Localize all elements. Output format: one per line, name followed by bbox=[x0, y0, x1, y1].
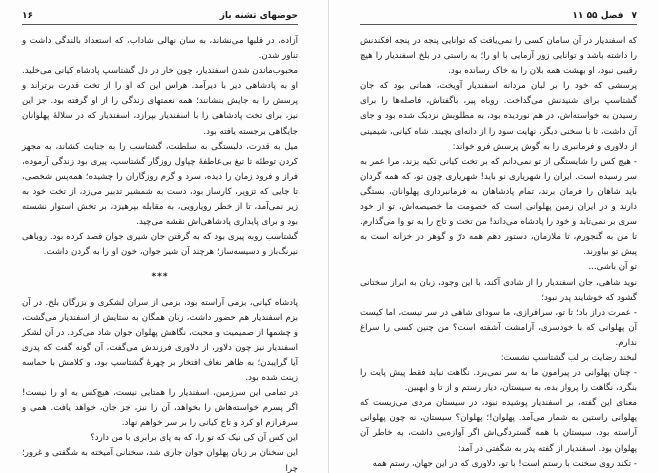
paragraph: گشتاسب روبه پیری بود که به گرفتن جان شیری جوان قصد کرده بود. روباهی نیرنگ‌باز و دسیسه‌ساز؛ هرچند آن شیر جوان، خون او را به گردن داشت. bbox=[22, 232, 298, 258]
paragraph: - عمرت دراز باد؛ تا تو، سرافرازی، ما سودای شاهی در سر نیست، اما کیست آن پهلوانی که با خودسری، آرامشت آشفته است؟ من چنین کسی را سراغ ندارم. bbox=[360, 307, 637, 348]
paragraph: میل به قدرت، دلبستگی به سلطنت، گشتاسب را به جنایت کشاند، به مجهز کردن توطئه تا تیغ بی‌عاطفۀ چپاول روزگار گشتاسپ، پیری بود زندگی آرموده، فراز و فرود زمان را دیده، سرد و گرم روزگاران را چشیده؛ همه‌پس شخصی، تا جایی که تزویر، کارساز بود، دست به شمشیر تدبیر می‌زد، از تخت خود به زیر نمی‌آمد، تا از خطر رویارویی، به مقابله بپرهیزد، بر تخش استوار نشسته بود و برای پایداری پادشاهی‌اش نقشه می‌چید. bbox=[22, 141, 298, 228]
paragraph: در تمامی این سرزمین، اسفندیار را همتایی نیست، هیچ‌کس به او را نیست! اگر پسرم خواسته‌هاش را بخواهد، آن را نیز، جز جان، خواهد یافت. همی و سرفرازم او کرد و تاج کیانی را بر سر خواهم نهاد. bbox=[22, 388, 298, 429]
paragraph: پادشاه کیانی، بزمی آراسته بود، بزمی از سران لشکری و بزرگان بلخ. در آن بزم اسفندیار هم حضور داشت، زبان همگان به ستایش از اسفندیار می‌گشت، و چشمها از صمیمیت و محبت، نگاهش پهلوان جوان شاد می‌کرد. در آن لشکر اسفندیار نیز چون دلاور، از دلاوری فرزندش می‌گفت، آن گونه گفت که پدری آیا گرایبدن؛ به ظاهر نغاف افتخار بر چهرۀ گشتاسپ بود، و کلامش با حماسه زینت شده بود. bbox=[22, 297, 298, 383]
paragraph: محبوب‌ماندن شدن اسفندیار، چون خار در دل گشتاسپ پادشاه کیانی می‌خلید. او به پادشاهی دیر با دیرآمد. هراس این که او را از تخت قدرت برتراند و پرسش را به جایش بنشانند؛ همه نعمتهای زندگی را از او گرفته بود. جز این نیز، برای تخت پادشاهی را با اسفندیار بپرازد، اسفندیار که در سلالۀ پهلوانان جایگاهی برجسته یافته بود. bbox=[22, 66, 298, 137]
running-title: فصل ۵۵ ۱۱ bbox=[572, 11, 624, 21]
section-separator: *** bbox=[151, 272, 169, 283]
left-page-body bbox=[22, 34, 298, 473]
page-number: ۷ bbox=[631, 11, 637, 21]
paragraph: که اسفندیار در آن سامان کسی را نمی‌یافت که توانایی پنجه در پنجه افکندنش را داشته باشد و توانایی زور آزمایی با او را؛ به راستی در بلخ اسفندیار را هیچ رقیبی نبود، او بهشت همه بلان را به خاک رسانده بود. bbox=[360, 36, 637, 77]
page-number: ۱۶ bbox=[22, 11, 33, 21]
paragraph: این کس آن کی نیک که تو را، که به پای برابری با من دارد؟ bbox=[90, 433, 298, 444]
paragraph: - هیچ کس را شایستگی از تو نمی‌دانم که بر تخت کیانی تکیه بزند، مرا عمر به سر رسیده است. ایران را شهریاری نو باید! شهریاری چون تو، که همه گردان باید شاهان را فرمان برند، تمام پادشاهان به فرمانبرداری پهلوانان، بستگی دارند و در ایران زمین پهلوانی است که خصومت ما خصیصه‌اش، تو از خود سری بر نمی‌تابد و خود را پادشاه می‌داند! من تخت و تاج را به تو وا می‌گذارم. تا من به گنجورم، تا ملازمان، دستور دهم همه درّ و گوهر در خزانه است به پیش تو بیاورند. bbox=[360, 156, 637, 258]
left-page-header bbox=[22, 8, 298, 25]
right-page-header bbox=[360, 8, 637, 25]
paragraph: این سخنان بر زبان پهلوان جوان جاری شد، سخنانی آمیخته به شگفتی و غرور؛ چرا bbox=[22, 448, 298, 473]
paragraph: آزاده، در قلبها می‌نشاند، به سان نهالی شاداب، که استعداد بالندگی داشت و تناور شدن. bbox=[22, 36, 298, 62]
paragraph: - چنان پهلوانی در پیرامون ما به سر نمی‌برد. نگاهت نباید فقط پیش پایت را بنگرد، نگاهت را پرواز بده، به سیستان، دیار رستم و از تا و ابهبین. bbox=[360, 368, 637, 394]
paragraph: معنای این گفته، بر اسفندیار پوشیده نبود، در سیستان مردی می‌زیست که پهلوانی راستین به شمار می‌آمد. پهلوان!؛ پهلوان؟ سیستان، نه چون پهلوانی آراسته بود، سیستان با همه گستردگی‌اش اگر آوازه‌یی داشت، به خاطر آن پهلوان بود. اسفندیار از گفته پدر به شگفتی در آمد: bbox=[360, 398, 637, 454]
left-page bbox=[0, 0, 329, 473]
paragraph: - تکند روی سخنت با رستم است! با تو، دلاوری که در این جهان، رستم همه‌ bbox=[372, 458, 637, 469]
right-page bbox=[330, 0, 659, 473]
running-title: حوضهای تشنه باز bbox=[219, 11, 298, 21]
paragraph: نوید شاهی، جان اسفندیار را از شادی آکند، با این وجود، زبان به ابراز سختانی گشود که خوشایند پدر نبود؛ bbox=[360, 277, 637, 303]
paragraph: پرسشی که خود را بر لبان مردانه اسفندیار آویخت، همانی بود که جان گشتاسپ برای شنیدنش می‌گداخت. روباه پیر، باگفتاش، فاصله‌ها را برای رسیدن به خواسته‌اش، در هم نوردیده بود، به مطلوبش نزدیک شده بود و جای آن داشت، تا با سخنی دیگر، نهایت سود را از دانه‌ای بچیند. شاه کیانی، شیمینی از دلاوری و فرمانبری را به گوش پرسش فرو خواند: bbox=[360, 81, 637, 152]
paragraph: لبخند رضایت بر لب گشتاسپ نشست: bbox=[500, 352, 637, 363]
paragraph: تو آن باشی... bbox=[588, 262, 637, 273]
right-page-body bbox=[360, 34, 637, 472]
